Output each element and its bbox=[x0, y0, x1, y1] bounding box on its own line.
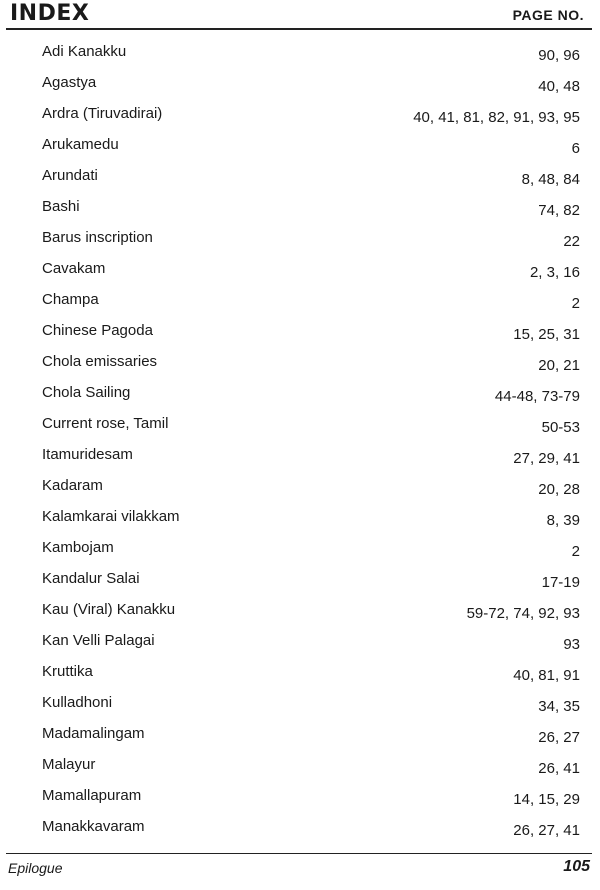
index-entry-pages: 26, 41 bbox=[538, 760, 580, 777]
index-entry-term: Mamallapuram bbox=[42, 787, 142, 804]
index-entry-pages: 2 bbox=[571, 543, 580, 560]
index-entry-term: Malayur bbox=[42, 756, 96, 773]
index-entry-pages: 93 bbox=[563, 636, 580, 653]
index-entry bbox=[42, 439, 580, 470]
header-divider bbox=[6, 28, 592, 30]
index-entry bbox=[42, 98, 580, 129]
index-entry-pages: 50-53 bbox=[541, 419, 580, 436]
page-number-column-label: PAGE NO. bbox=[512, 7, 584, 23]
index-entry-term: Kalamkarai vilakkam bbox=[42, 508, 180, 525]
index-entry-pages: 90, 96 bbox=[538, 47, 580, 64]
index-entry-list bbox=[42, 36, 580, 842]
index-entry-term: Kulladhoni bbox=[42, 694, 113, 711]
index-entry-pages: 8, 39 bbox=[546, 512, 580, 529]
index-entry bbox=[42, 191, 580, 222]
index-entry-pages: 6 bbox=[571, 140, 580, 157]
index-entry-pages: 26, 27 bbox=[538, 729, 580, 746]
index-entry-pages: 2, 3, 16 bbox=[529, 264, 580, 281]
index-entry-term: Champa bbox=[42, 291, 99, 308]
index-entry-term: Itamuridesam bbox=[42, 446, 133, 463]
index-entry bbox=[42, 346, 580, 377]
index-entry bbox=[42, 160, 580, 191]
index-entry-pages: 15, 25, 31 bbox=[513, 326, 580, 343]
index-entry-term: Kau (Viral) Kanakku bbox=[42, 601, 176, 618]
index-entry-term: Agastya bbox=[42, 74, 97, 91]
index-entry-pages: 40, 41, 81, 82, 91, 93, 95 bbox=[413, 109, 580, 126]
index-entry bbox=[42, 718, 580, 749]
index-entry-term: Kruttika bbox=[42, 663, 93, 680]
page-header bbox=[8, 0, 590, 30]
index-entry bbox=[42, 656, 580, 687]
index-entry bbox=[42, 408, 580, 439]
index-entry-term: Bashi bbox=[42, 198, 80, 215]
index-entry-pages: 20, 21 bbox=[538, 357, 580, 374]
index-entry-pages: 14, 15, 29 bbox=[513, 791, 580, 808]
index-entry-term: Ardra (Tiruvadirai) bbox=[42, 105, 163, 122]
index-entry-pages: 40, 48 bbox=[538, 78, 580, 95]
index-entry-pages: 22 bbox=[563, 233, 580, 250]
index-entry bbox=[42, 284, 580, 315]
index-entry-term: Manakkavaram bbox=[42, 818, 145, 835]
index-entry-term: Kambojam bbox=[42, 539, 114, 556]
index-entry bbox=[42, 36, 580, 67]
index-entry-pages: 26, 27, 41 bbox=[513, 822, 580, 839]
index-entry-term: Kandalur Salai bbox=[42, 570, 140, 587]
index-entry-term: Chinese Pagoda bbox=[42, 322, 153, 339]
index-entry-term: Madamalingam bbox=[42, 725, 145, 742]
index-entry-term: Cavakam bbox=[42, 260, 106, 277]
index-entry bbox=[42, 811, 580, 842]
index-entry bbox=[42, 67, 580, 98]
index-entry bbox=[42, 532, 580, 563]
index-entry-pages: 8, 48, 84 bbox=[521, 171, 580, 188]
footer-section-label: Epilogue bbox=[8, 860, 63, 876]
index-entry bbox=[42, 594, 580, 625]
index-entry bbox=[42, 625, 580, 656]
index-entry bbox=[42, 315, 580, 346]
index-entry bbox=[42, 222, 580, 253]
index-entry bbox=[42, 563, 580, 594]
index-entry-pages: 17-19 bbox=[541, 574, 580, 591]
index-entry-term: Current rose, Tamil bbox=[42, 415, 169, 432]
index-entry bbox=[42, 749, 580, 780]
index-entry-pages: 27, 29, 41 bbox=[513, 450, 580, 467]
index-entry bbox=[42, 129, 580, 160]
index-entry-term: Arukamedu bbox=[42, 136, 119, 153]
index-entry-pages: 74, 82 bbox=[538, 202, 580, 219]
index-entry-pages: 34, 35 bbox=[538, 698, 580, 715]
index-entry-term: Barus inscription bbox=[42, 229, 153, 246]
index-entry-term: Adi Kanakku bbox=[42, 43, 127, 60]
index-entry bbox=[42, 470, 580, 501]
index-entry-pages: 20, 28 bbox=[538, 481, 580, 498]
index-entry-pages: 2 bbox=[571, 295, 580, 312]
index-entry-pages: 44-48, 73-79 bbox=[494, 388, 580, 405]
index-entry bbox=[42, 253, 580, 284]
index-entry-term: Chola emissaries bbox=[42, 353, 158, 370]
page-title: INDEX bbox=[10, 1, 90, 26]
index-entry bbox=[42, 377, 580, 408]
index-entry-term: Kadaram bbox=[42, 477, 103, 494]
footer-divider bbox=[6, 853, 592, 854]
index-entry bbox=[42, 501, 580, 532]
index-entry bbox=[42, 687, 580, 718]
index-entry-pages: 40, 81, 91 bbox=[513, 667, 580, 684]
index-entry-term: Chola Sailing bbox=[42, 384, 131, 401]
index-entry-term: Kan Velli Palagai bbox=[42, 632, 155, 649]
index-entry bbox=[42, 780, 580, 811]
index-entry-pages: 59-72, 74, 92, 93 bbox=[466, 605, 580, 622]
footer-page-number: 105 bbox=[563, 858, 590, 875]
index-entry-term: Arundati bbox=[42, 167, 98, 184]
